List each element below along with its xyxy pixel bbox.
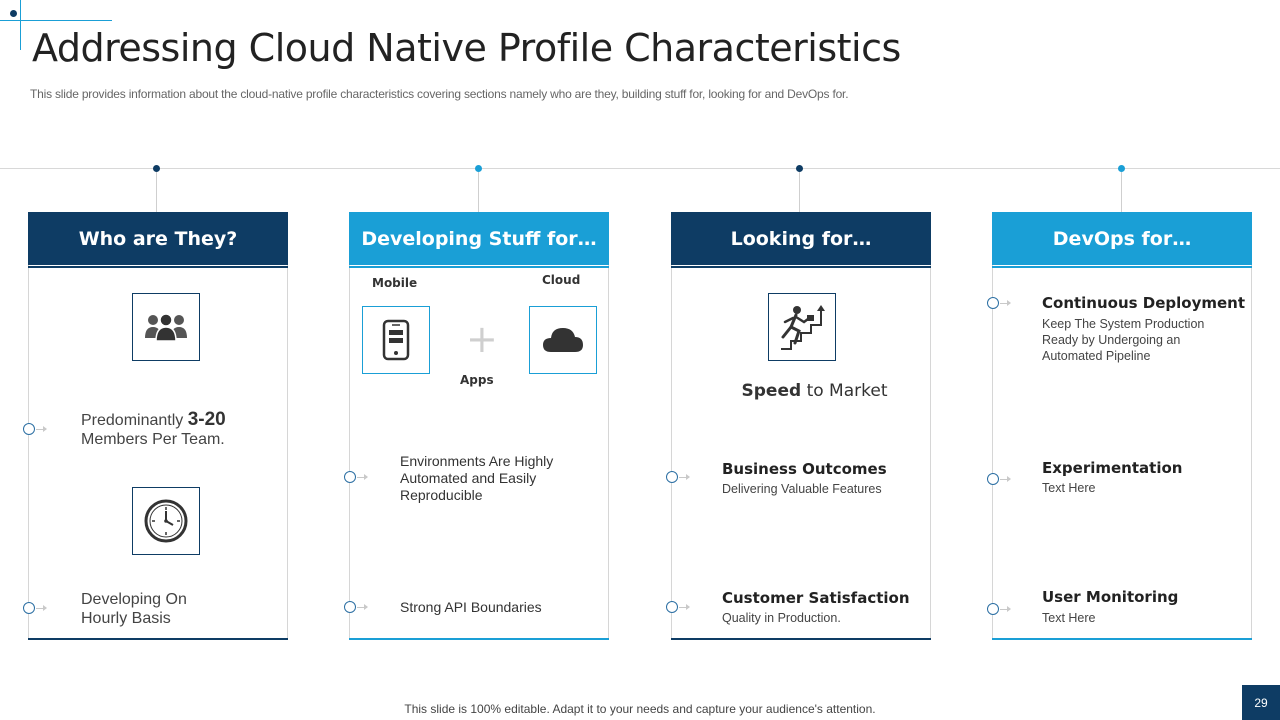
timeline-dot	[796, 165, 803, 172]
bullet-marker	[987, 297, 999, 309]
bullet-marker	[666, 471, 678, 483]
arrow-icon	[1000, 303, 1010, 304]
timeline-line	[0, 168, 1280, 169]
column-looking-for	[671, 212, 931, 640]
mobile-phone-icon	[362, 306, 430, 374]
column-devops-for	[992, 212, 1252, 640]
bullet-marker	[23, 602, 35, 614]
api-boundaries-text: Strong API Boundaries	[400, 599, 542, 615]
header-underline	[671, 266, 931, 268]
customer-satisfaction-desc: Quality in Production.	[722, 611, 841, 625]
arrow-icon	[357, 607, 367, 608]
timeline-dot	[475, 165, 482, 172]
arrow-icon	[357, 477, 367, 478]
running-stairs-icon	[768, 293, 836, 361]
team-size-text: Predominantly 3-20 Members Per Team.	[81, 409, 226, 448]
arrow-icon	[679, 477, 689, 478]
arrow-icon	[36, 429, 46, 430]
column-developing-stuff	[349, 212, 609, 640]
header-underline	[992, 266, 1252, 268]
clock-icon	[132, 487, 200, 555]
hourly-basis-text: Developing On Hourly Basis	[81, 591, 187, 627]
corner-accent-horizontal	[0, 20, 112, 21]
bullet-marker	[987, 603, 999, 615]
arrow-icon	[679, 607, 689, 608]
cloud-label: Cloud	[542, 273, 581, 287]
column-bottom-border	[28, 638, 288, 640]
page-number: 29	[1242, 685, 1280, 720]
group-icon	[132, 293, 200, 361]
experimentation-title: Experimentation	[1042, 459, 1183, 477]
header-underline	[349, 266, 609, 268]
timeline-connector	[156, 172, 157, 212]
continuous-deployment-desc: Keep The System Production Ready by Undergoing an Automated Pipeline	[1042, 317, 1205, 363]
continuous-deployment-title: Continuous Deployment	[1042, 294, 1246, 312]
cloud-icon	[529, 306, 597, 374]
bullet-marker	[344, 601, 356, 613]
timeline-dot	[153, 165, 160, 172]
experimentation-desc: Text Here	[1042, 481, 1096, 495]
timeline-connector	[1121, 172, 1122, 212]
slide-title: Addressing Cloud Native Profile Characteristics	[32, 26, 901, 70]
bullet-marker	[23, 423, 35, 435]
arrow-icon	[36, 608, 46, 609]
mobile-label: Mobile	[372, 276, 418, 290]
column-header: Developing Stuff for…	[349, 212, 609, 265]
plus-icon: +	[466, 317, 498, 361]
corner-accent-vertical	[20, 0, 21, 50]
bullet-marker	[666, 601, 678, 613]
user-monitoring-title: User Monitoring	[1042, 588, 1179, 606]
speed-to-market-text: Speed to Market	[741, 381, 888, 401]
slide-footer: This slide is 100% editable. Adapt it to your needs and capture your audience's attention.	[404, 702, 876, 716]
apps-label: Apps	[460, 373, 494, 387]
column-header: DevOps for…	[992, 212, 1252, 265]
header-underline	[28, 266, 288, 268]
column-bottom-border	[992, 638, 1252, 640]
bullet-marker	[344, 471, 356, 483]
environments-text: Environments Are Highly Automated and Easily Reproducible	[400, 453, 554, 503]
timeline-dot	[1118, 165, 1125, 172]
slide-subtitle: This slide provides information about the cloud-native profile characteristics covering sections namely who are they, building stuff for, looking for and DevOps for.	[30, 87, 849, 101]
customer-satisfaction-title: Customer Satisfaction	[722, 589, 910, 607]
corner-accent-dot	[10, 10, 17, 17]
business-outcomes-title: Business Outcomes	[722, 460, 887, 478]
column-header: Who are They?	[28, 212, 288, 265]
arrow-icon	[1000, 609, 1010, 610]
column-bottom-border	[671, 638, 931, 640]
timeline-connector	[478, 172, 479, 212]
column-who-are-they	[28, 212, 288, 640]
user-monitoring-desc: Text Here	[1042, 611, 1096, 625]
column-header: Looking for…	[671, 212, 931, 265]
bullet-marker	[987, 473, 999, 485]
column-bottom-border	[349, 638, 609, 640]
arrow-icon	[1000, 479, 1010, 480]
timeline-connector	[799, 172, 800, 212]
business-outcomes-desc: Delivering Valuable Features	[722, 482, 882, 496]
